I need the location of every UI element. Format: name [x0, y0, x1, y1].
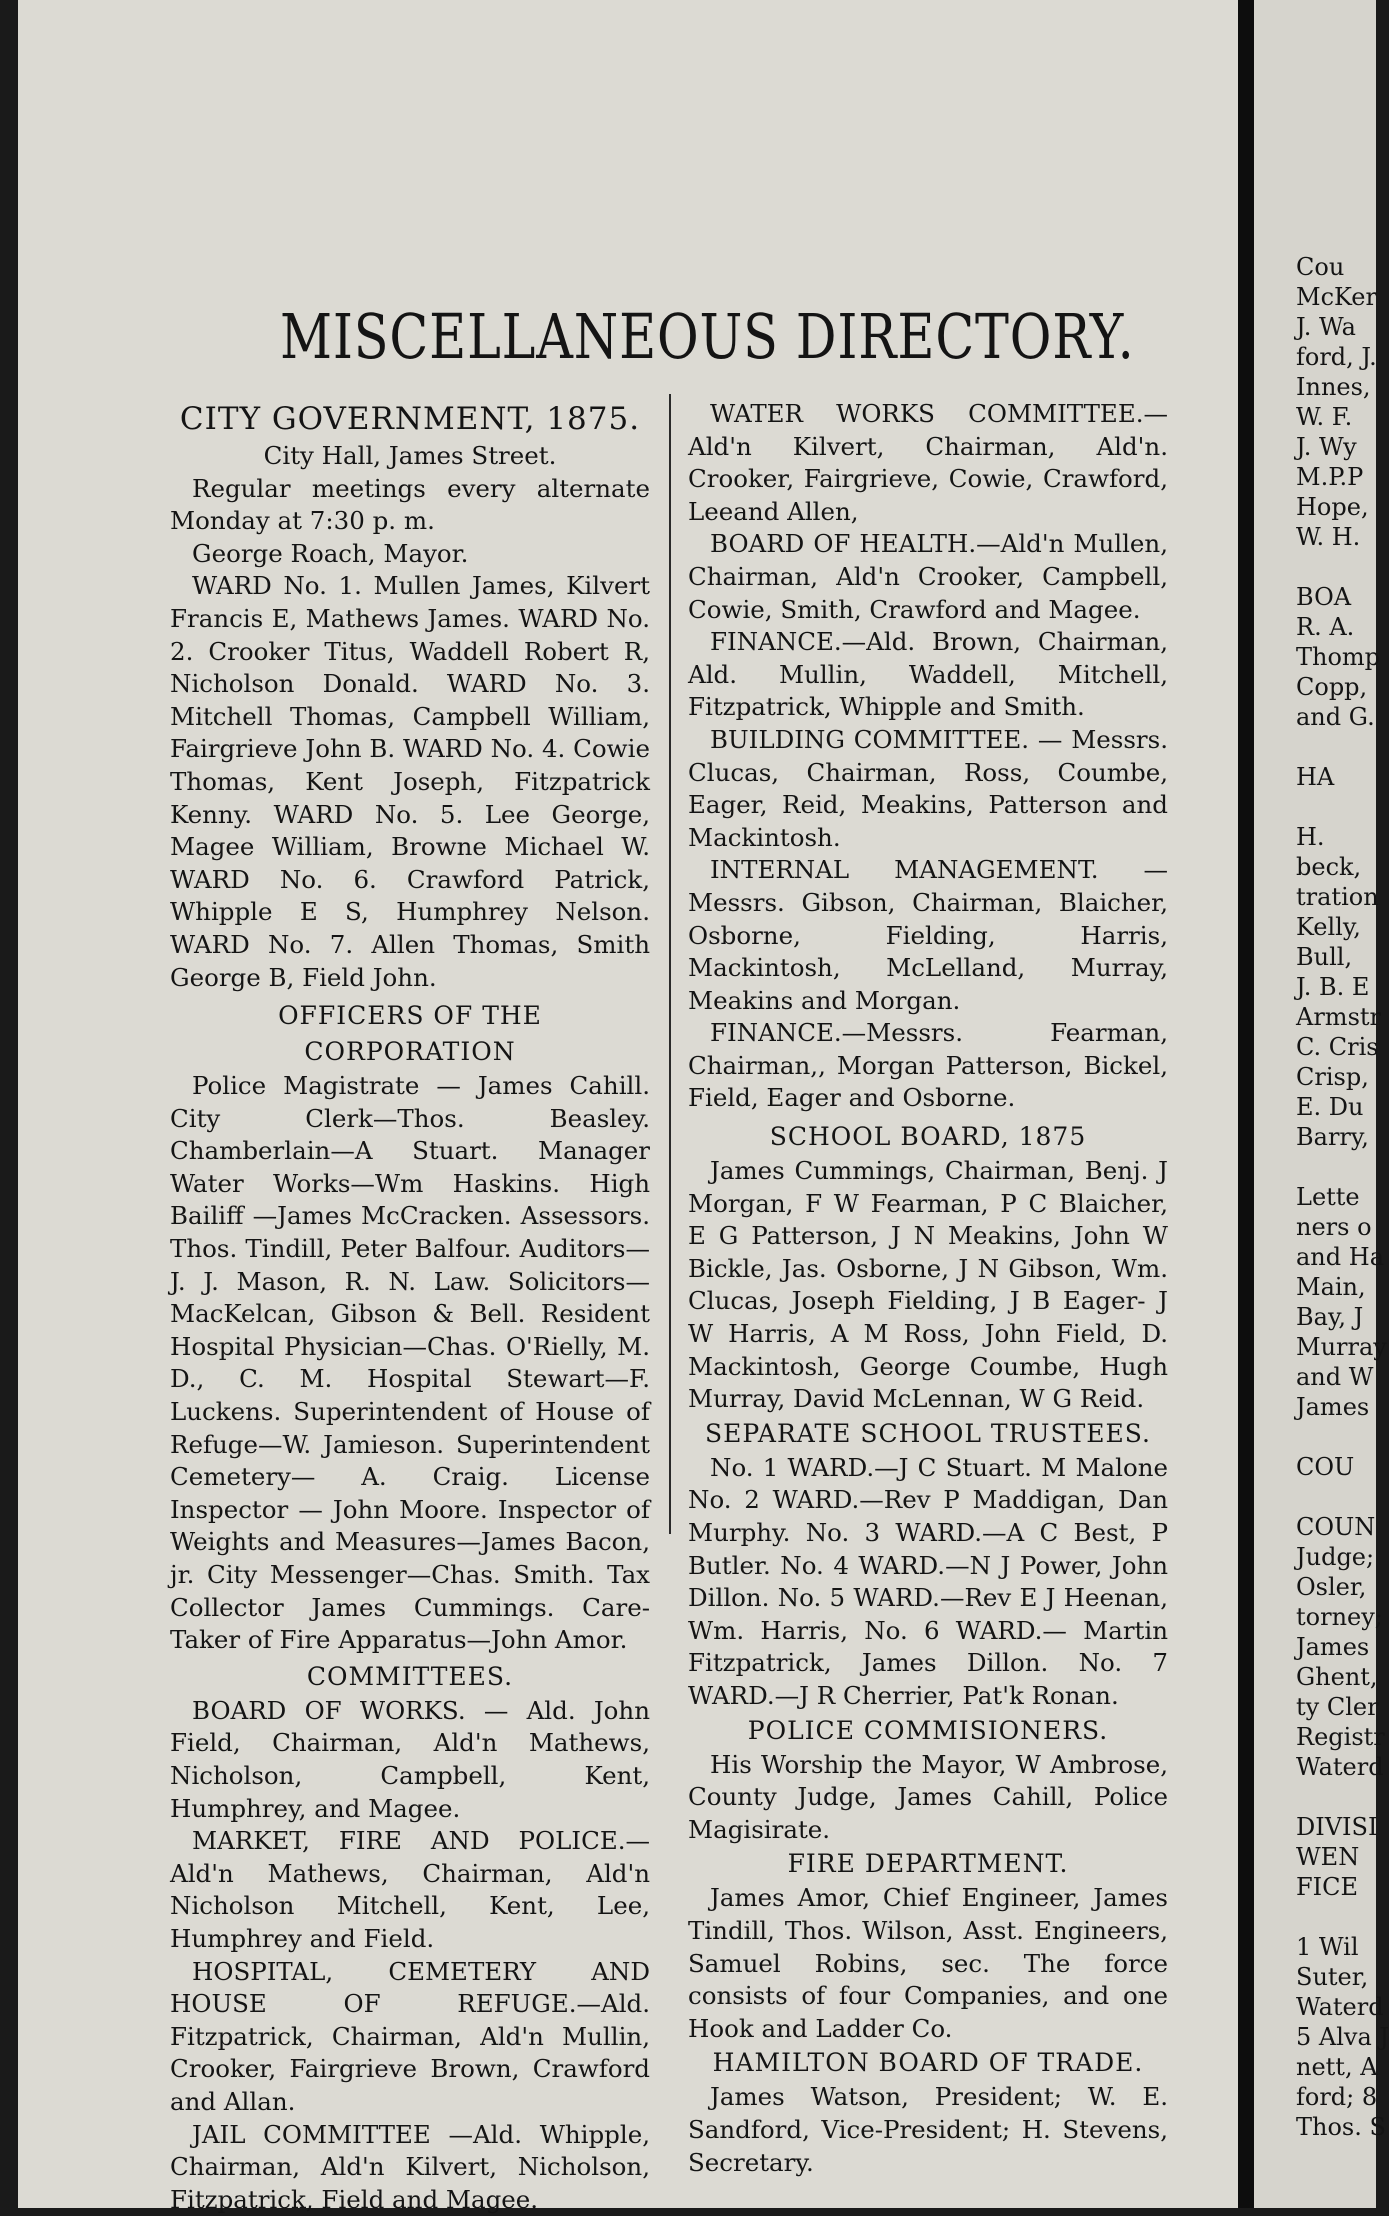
fragment-line: ford; 8: [1296, 2082, 1377, 2112]
fragment-line: 1 Wil: [1296, 1932, 1359, 1962]
separate-school-heading: SEPARATE SCHOOL TRUSTEES.: [688, 1416, 1168, 1452]
fragment-line: McKer: [1296, 282, 1377, 312]
fragment-line: E. Du: [1296, 1092, 1363, 1122]
fragment-line: ners o: [1296, 1212, 1372, 1242]
fragment-line: nett, A: [1296, 2052, 1378, 2082]
fragment-line: beck,: [1296, 852, 1361, 882]
fragment-line: BOA: [1296, 582, 1351, 612]
fragment-line: ford, J.: [1296, 342, 1377, 372]
fragment-line: M.P.P: [1296, 462, 1363, 492]
fragment-line: Crisp,: [1296, 1062, 1369, 1092]
officers-heading: OFFICERS OF THE CORPORATION: [170, 998, 650, 1070]
column-divider: [669, 394, 671, 1534]
fragment-line: Waterd: [1296, 1752, 1384, 1782]
fragment-line: DIVISI: [1296, 1812, 1377, 1842]
fragment-line: Hope,: [1296, 492, 1369, 522]
fire-department-heading: FIRE DEPARTMENT.: [688, 1846, 1168, 1882]
fragment-line: James: [1296, 1632, 1369, 1662]
fragment-line: Judge;: [1296, 1542, 1374, 1572]
fragment-line: R. A.: [1296, 612, 1354, 642]
fragment-line: HA: [1296, 762, 1334, 792]
separate-school-text: No. 1 WARD.—J C Stuart. M Malone No. 2 WARD.—Rev P Maddigan, Dan Murphy. No. 3 WARD.—A C Best, P Butler. No. 4 WARD.—N J Power, John Dillon. No. 5 WARD.—Rev E J Heenan, Wm. Harris, No. 6 WARD.— Martin Fitzpatrick, James Dillon. No. 7 WARD.—J R Cherrier, Pat'k Ronan.: [688, 1452, 1168, 1713]
fragment-line: Murray: [1296, 1332, 1387, 1362]
fragment-line: COU: [1296, 1452, 1354, 1482]
committee-entry: BOARD OF WORKS. — Ald. John Field, Chairman, Ald'n Mathews, Nicholson, Campbell, Kent, Humphrey, and Magee.: [170, 1695, 650, 1825]
committee-entry: WATER WORKS COMMITTEE.—Ald'n Kilvert, Chairman, Ald'n. Crooker, Fairgrieve, Cowie, Crawford, Leeand Allen,: [688, 398, 1168, 528]
committee-entry: INTERNAL MANAGEMENT. — Messrs. Gibson, Chairman, Blaicher, Osborne, Fielding, Harris, Mackintosh, McLelland, Murray, Meakins and Morgan.: [688, 854, 1168, 1017]
school-board-text: James Cummings, Chairman, Benj. J Morgan, F W Fearman, P C Blaicher, E G Patterson, J N Meakins, John W Bickle, Jas. Osborne, J N Gibson, Wm. Clucas, Joseph Fielding, J B Eager- J W Harris, A M Ross, John Field, D. Mackintosh, George Coumbe, Hugh Murray, David McLennan, W G Reid.: [688, 1155, 1168, 1416]
fragment-line: J. B. E: [1296, 972, 1369, 1002]
fragment-line: Barry,: [1296, 1122, 1369, 1152]
committee-entry: BUILDING COMMITTEE. — Messrs. Clucas, Chairman, Ross, Coumbe, Eager, Reid, Meakins, Patterson and Mackintosh.: [688, 724, 1168, 854]
right-column: [688, 398, 1168, 2179]
city-hall-location: City Hall, James Street.: [170, 440, 650, 473]
fragment-line: COUN: [1296, 1512, 1375, 1542]
committee-entry: FINANCE.—Messrs. Fearman, Chairman,, Morgan Patterson, Bickel, Field, Eager and Osborne.: [688, 1017, 1168, 1115]
page-title: MISCELLANEOUS DIRECTORY.: [280, 300, 936, 373]
fragment-line: Cou: [1296, 252, 1344, 282]
fragment-line: J. Wy: [1296, 432, 1357, 462]
fragment-line: Innes,: [1296, 372, 1371, 402]
board-of-trade-heading: HAMILTON BOARD OF TRADE.: [688, 2045, 1168, 2081]
fragment-line: Bay, J: [1296, 1302, 1363, 1332]
board-of-trade-text: James Watson, President; W. E. Sandford, Vice-President; H. Stevens, Secretary.: [688, 2081, 1168, 2179]
mayor-text: George Roach, Mayor.: [170, 538, 650, 571]
fragment-line: W. F.: [1296, 402, 1352, 432]
wards-text: WARD No. 1. Mullen James, Kilvert Francis E, Mathews James. WARD No. 2. Crooker Titus, Waddell Robert R, Nicholson Donald. WARD No. 3. Mitchell Thomas, Campbell William, Fairgrieve John B. WARD No. 4. Cowie Thomas, Kent Joseph, Fitzpatrick Kenny. WARD No. 5. Lee George, Magee William, Browne Michael W. WARD No. 6. Crawford Patrick, Whipple E S, Humphrey Nelson. WARD No. 7. Allen Thomas, Smith George B, Field John.: [170, 570, 650, 994]
fragment-line: Copp,: [1296, 672, 1367, 702]
fragment-line: Ghent,: [1296, 1662, 1378, 1692]
fragment-line: FICE: [1296, 1872, 1358, 1902]
fragment-line: C. Cris: [1296, 1032, 1379, 1062]
fragment-line: ty Cler: [1296, 1692, 1379, 1722]
fragment-line: WEN: [1296, 1842, 1359, 1872]
fragment-line: Lette: [1296, 1182, 1360, 1212]
fragment-line: and W: [1296, 1362, 1373, 1392]
fire-department-text: James Amor, Chief Engineer, James Tindill, Thos. Wilson, Asst. Engineers, Samuel Robins, sec. The force consists of four Companies, and one Hook and Ladder Co.: [688, 1882, 1168, 2045]
fragment-line: Registr: [1296, 1722, 1385, 1752]
fragment-line: and G.: [1296, 702, 1375, 732]
fragment-line: Thomp: [1296, 642, 1380, 672]
left-column: [170, 398, 650, 2216]
fragment-line: Armstr: [1296, 1002, 1381, 1032]
police-commissioners-heading: POLICE COMMISIONERS.: [688, 1713, 1168, 1749]
committee-entry: BOARD OF HEALTH.—Ald'n Mullen, Chairman, Ald'n Crooker, Campbell, Cowie, Smith, Crawford and Magee.: [688, 528, 1168, 626]
committee-entry: FINANCE.—Ald. Brown, Chairman, Ald. Mullin, Waddell, Mitchell, Fitzpatrick, Whipple and Smith.: [688, 626, 1168, 724]
fragment-line: Osler,: [1296, 1572, 1366, 1602]
fragment-line: torney;: [1296, 1602, 1383, 1632]
adjacent-page-fragment: [1254, 0, 1376, 2208]
fragment-line: Suter,: [1296, 1962, 1368, 1992]
officers-text: Police Magistrate — James Cahill. City Clerk—Thos. Beasley. Chamberlain—A Stuart. Manager Water Works—Wm Haskins. High Bailiff —James McCracken. Assessors. Thos. Tindill, Peter Balfour. Auditors—J. J. Mason, R. N. Law. Solicitors—MacKelcan, Gibson & Bell. Resident Hospital Physician—Chas. O'Rielly, M. D., C. M. Hospital Stewart—F. Luckens. Superintendent of House of Refuge—W. Jamieson. Superintendent Cemetery— A. Craig. License Inspector — John Moore. Inspector of Weights and Measures—James Bacon, jr. City Messenger—Chas. Smith. Tax Collector James Cummings. Care-Taker of Fire Apparatus—John Amor.: [170, 1070, 650, 1657]
police-commissioners-text: His Worship the Mayor, W Ambrose, County Judge, James Cahill, Police Magisirate.: [688, 1749, 1168, 1847]
book-gutter: [1238, 0, 1254, 2208]
fragment-line: James: [1296, 1392, 1369, 1422]
committee-entry: MARKET, FIRE AND POLICE.—Ald'n Mathews, Chairman, Ald'n Nicholson Mitchell, Kent, Lee, Humphrey and Field.: [170, 1825, 650, 1955]
school-board-heading: SCHOOL BOARD, 1875: [688, 1119, 1168, 1155]
fragment-line: Thos. S: [1296, 2112, 1386, 2142]
committees-heading: COMMITTEES.: [170, 1659, 650, 1695]
fragment-line: W. H.: [1296, 522, 1360, 552]
fragment-line: tration: [1296, 882, 1379, 912]
city-government-heading: CITY GOVERNMENT, 1875.: [170, 398, 650, 440]
fragment-line: 5 Alva J: [1296, 2022, 1389, 2052]
fragment-line: Waterd: [1296, 1992, 1384, 2022]
fragment-line: J. Wa: [1296, 312, 1356, 342]
committee-entry: JAIL COMMITTEE —Ald. Whipple, Chairman, Ald'n Kilvert, Nicholson, Fitzpatrick, Field and Magee.: [170, 2119, 650, 2216]
fragment-line: H.: [1296, 822, 1325, 852]
fragment-line: and Ha: [1296, 1242, 1384, 1272]
committee-entry: HOSPITAL, CEMETERY AND HOUSE OF REFUGE.—Ald. Fitzpatrick, Chairman, Ald'n Mullin, Crooker, Fairgrieve Brown, Crawford and Allan.: [170, 1956, 650, 2119]
fragment-line: Bull,: [1296, 942, 1352, 972]
fragment-line: Kelly,: [1296, 912, 1361, 942]
meetings-text: Regular meetings every alternate Monday at 7:30 p. m.: [170, 473, 650, 538]
fragment-line: Main,: [1296, 1272, 1366, 1302]
